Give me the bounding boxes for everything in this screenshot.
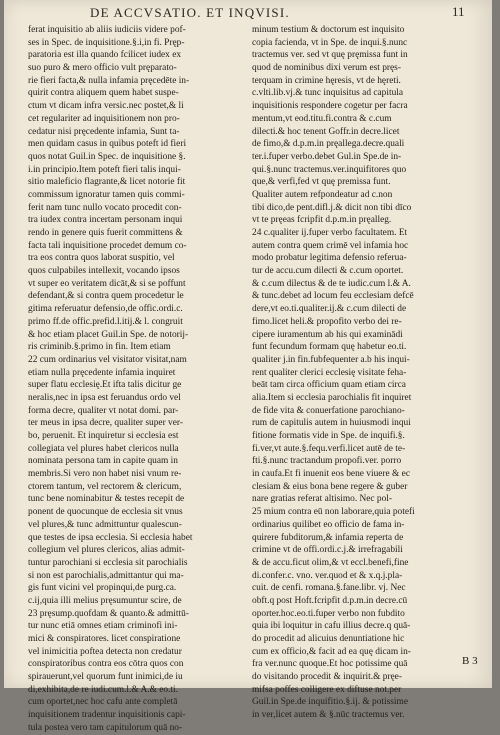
text-line: spirauerunt,vel quorum funt inimici,de iu [28,672,183,683]
text-line: cum ex officio,& facit ad ea quę dicam in- [252,646,411,657]
text-line: nare gratias referat altisimo. Nec pol- [252,494,393,505]
text-line: que testes de ipsa ecclesia. Si ecclesia habet [28,532,193,543]
text-line: vel inimicitia poftea detecta non credatur [28,646,182,657]
text-line: alia.Item si ecclesia parochialis fit inquiret [252,392,412,403]
text-line: Guil.in Spe.de inquifitio.§.ij. & potissime [252,697,408,708]
text-line: collegiata vel plures habet clericos nulla [28,443,179,454]
text-line: quos notat Guil.in Spec. de inquisitione §. [28,151,186,162]
text-line: c.vlti.lib.vj.& tunc inquisitus ad capitula [252,88,404,99]
text-line: sitio maleficio flagrante,& licet notorie fit [28,177,186,188]
text-line: mici & conspiratores. licet conspiratione [28,634,181,644]
text-line: vel plures,& tunc admittuntur qualescun- [28,519,182,530]
text-line: ctorem tantum, vel rectorem & clericum, [28,481,182,492]
book-page [4,0,492,733]
text-line: & c.cum dilectus & de te iudic.cum l.& A. [252,278,411,289]
text-line: quirit contra aliquem quem habet suspe- [28,88,179,99]
text-line: cipere iuramentum ab his qui examinādi [252,329,403,340]
text-line: minum testium & doctorum est inquisito [252,25,405,35]
text-line: rendo in genere quis fuerit committens & [28,228,183,238]
signature-mark: B 3 [462,655,478,667]
text-line: tula postea vero tam capitulorum quā no- [28,722,183,733]
text-line: & tunc.debet ad locum feu ecclesiam defcē [252,291,414,302]
text-line: ferit nam tunc nullo vocato procedit con- [28,202,182,213]
text-line: do visitando procedit & inquirit.& pręe- [252,672,402,683]
text-line: oporter.hoc.eo.ti.fuper verbo non fubdito [252,608,405,619]
text-line: commissum ignoratur tamen quis commi- [28,189,185,200]
text-line: obft.q post Hoft.fcripfit d.p.m.in decre.cū [252,595,408,606]
text-line: modo probatur legitima defensio referua- [252,253,407,264]
text-line: que,& verfi,fed vt quę premissa funt. [252,177,391,188]
text-line: ctum vt dicam infra versic.nec postet,& li [28,101,184,112]
text-line: fra ver.nunc quoque.Et hoc potissime quā [252,659,408,670]
text-line: men quidam casus in quibus poteft id fieri [28,139,187,150]
text-line: copia facienda, vt in Spe. de inqui.§.nunc [252,37,408,48]
text-line: qualiter j.in fin.fubfequenter a.b his inqui- [252,354,410,365]
text-line: ferat inquisitio ab aliis iudiciis videre pof- [28,25,186,35]
text-line: mifsa poffes colligere ex diftuse not.per [252,684,402,695]
text-line: quod de nominibus dixi verum est pręs- [252,63,401,74]
text-line: tra iudex contra incertam personam inqui [28,215,183,226]
text-line: fitione formatis vide in Spe. de inquifi.§. [252,431,405,441]
text-line: cum oportet,nec hoc cafu ante completā [28,697,178,708]
text-line: primo ff.de offic.prefid.l.itij.& l. congruit [28,316,183,327]
text-line: ponent de quocunque de ecclesia sit vnus [28,507,183,518]
text-line: 24 c.qualiter ij.fuper verbo facultatem. Et [252,228,408,238]
text-line: ordinarius quilibet eo officio de fama in- [252,519,405,530]
text-line: i.in principio.Item poteft fieri talis inqui- [28,164,181,175]
text-line: c.ij,quia illi melius pręsumuntur scire, de [28,595,182,606]
text-line: 25 mium contra eū non laborare,quia potefi [252,507,415,518]
text-line: 22 cum ordinarius vel visitator visitat,nam [28,354,187,365]
text-line: crimine vt de offi.ordi.c.j.& irrefragabili [252,545,403,556]
text-line: tur de accu.cum dilecti & c.cum oportet. [252,266,404,277]
text-line: inquisitionis respondere cogetur per facra [252,101,408,112]
text-line: & de accu.ficut olim,& vt eccl.benefi,fine [252,557,409,568]
text-line: rent qualiter clerici ecclesię visitate feha- [252,367,407,378]
text-line: quirere fubditorum,& infamia reperta de [252,532,404,543]
text-line: suo puro & mero officio vult pręparato- [28,63,177,74]
text-line: gitima referuatur defensio,de offic.ordi.c. [28,304,183,315]
text-line: tractemus ver. sed vt quę pręmissa funt in [252,50,408,61]
running-title: DE ACCVSATIO. ET INQVISI. [90,5,290,20]
text-line: fimo.licet heli.& propofito verbo dei re- [252,316,402,327]
text-line: cuit. de cenfi. romana.§.fane.libr. vj. Nec [252,583,406,594]
text-line: vt super eo veritatem dicāt,& si se poffunt [28,278,186,289]
text-line: tunc bene nominabitur & testes recepit de [28,494,185,505]
text-line: quia ibi loquitur in cafu illius decre.q quā- [252,621,411,632]
text-line: ter.i.fuper verbo.debet Gul.in Spe.de in- [252,151,402,162]
text-line: beāt tam circa officium quam etiam circa [252,380,406,391]
right-text-column [252,24,448,722]
text-line: membris.Si vero non habet nisi vnum re- [28,469,182,480]
text-line: tra eos contra quos laborat suspitio, vel [28,253,175,264]
text-line: dere,vt eo.ti.qualiter.ij.& c.cum dilecti de [252,304,407,315]
text-line: nominata persona tam in capite quam in [28,456,178,467]
text-line: di,exhibita,de re iudi.cum.l.& A.& eo.ti. [28,684,178,695]
text-line: dilecti.& hoc tenent Goffr.in decre.licet [252,126,400,137]
text-line: ter meus in ipsa decre, qualiter super ver- [28,418,183,429]
text-line: cet regulariter ad inquisitionem non pro- [28,113,180,124]
text-line: collegium vel plures clericos, alias admit- [28,545,185,556]
text-line: & hoc etiam placet Guil.in Spe. de notorij- [28,329,189,340]
text-line: fti.§.nunc tractandum propofi.ver. porro [252,456,402,467]
text-line: vt te pręeas fcripfit d.p.m.in pręalleg. [252,215,392,226]
text-line: conspiratoribus contra eos cōtra quos con [28,659,184,670]
text-line: de fimo,& d.p.m.in pręallega.decre.quali [252,139,405,150]
text-line: funt fecundum formam quę habetur eo.ti. [252,342,407,353]
folio-number: 11 [452,4,465,19]
text-line: si non est parochialis,admittantur qui ma- [28,570,184,581]
text-line: etiam nulla pręcedente infamia inquiret [28,367,176,378]
text-line: tibi dico,de pent.difl.j.& dicit non tibi dīco [252,202,412,213]
text-line: neralis,nec in ipsa est feruandus ordo vel [28,392,181,403]
text-line: paratoria est illa quando fcilicet iudex ex [28,50,182,61]
text-line: in ver,licet autem & §.nūc tractemus ver. [252,710,405,721]
text-line: in caufa.Et fi inuenit eos bene viuere & ec [252,469,411,480]
text-line: rie fieri facta,& nulla infamia pręcedēte in- [28,75,190,86]
text-line: tuntur parochiani si ecclesia sit parochialis [28,557,188,568]
text-line: di.confer.c. vno. ver.quod et & x.q.j.pla- [252,570,403,581]
text-line: terquam in crimine hęresis, vt de hęreti. [252,75,401,86]
text-line: gis funt vicini vel propinqui,de purg.ca. [28,583,177,594]
text-line: fi.ver,vt aute.§.fequ.verfi.licet autē de te- [252,443,406,454]
text-line: Qualiter autem refpondeatur ad c.non [252,189,393,200]
text-line: quos culpabiles intellexit, vocando ipsos [28,266,180,277]
text-line: super flatu ecclesię.Et ifta talis dicitur ge [28,380,182,391]
text-line: bo, peruenit. Et inquiretur si ecclesia est [28,431,179,441]
text-line: clesiam & eius bona bene regere & guber [252,481,408,492]
text-line: cedatur nisi pręcedente infamia, Sunt ta- [28,126,180,137]
left-text-column [28,24,224,735]
text-line: forma decre, qualiter vt notat domi. par- [28,405,179,416]
text-line: 23 pręsump.quofdam & quanto.& admittū- [28,608,189,619]
text-line: do procedit ad alicuius denuntiatione hic [252,634,405,644]
text-line: autem contra quem crimē vel infamia hoc [252,240,409,251]
text-line: de fide vita & conuerfatione parochiano- [252,405,405,416]
text-line: tur nunc etiā omnes etiam criminofi ini- [28,621,178,632]
text-line: inquisitionem tradentur inquisitionis capi- [28,710,186,721]
text-line: qui.§.nunc tractemus.ver.inquifitores quo [252,164,407,175]
text-line: ris criminib.§.primo in fin. Item etiam [28,342,171,353]
text-line: ses in Spec. de inquisitione.§.i,in fi. Pręp- [28,37,185,48]
text-line: rum de capitulis autem in huiusmodi inqui [252,418,411,429]
text-line: facta tali inquisitione procedet demum co- [28,240,187,251]
text-line: mentum,vt eod.titu.fi.contra & c.cum [252,113,392,124]
text-line: defendant,& si contra quem procedetur le [28,291,184,302]
